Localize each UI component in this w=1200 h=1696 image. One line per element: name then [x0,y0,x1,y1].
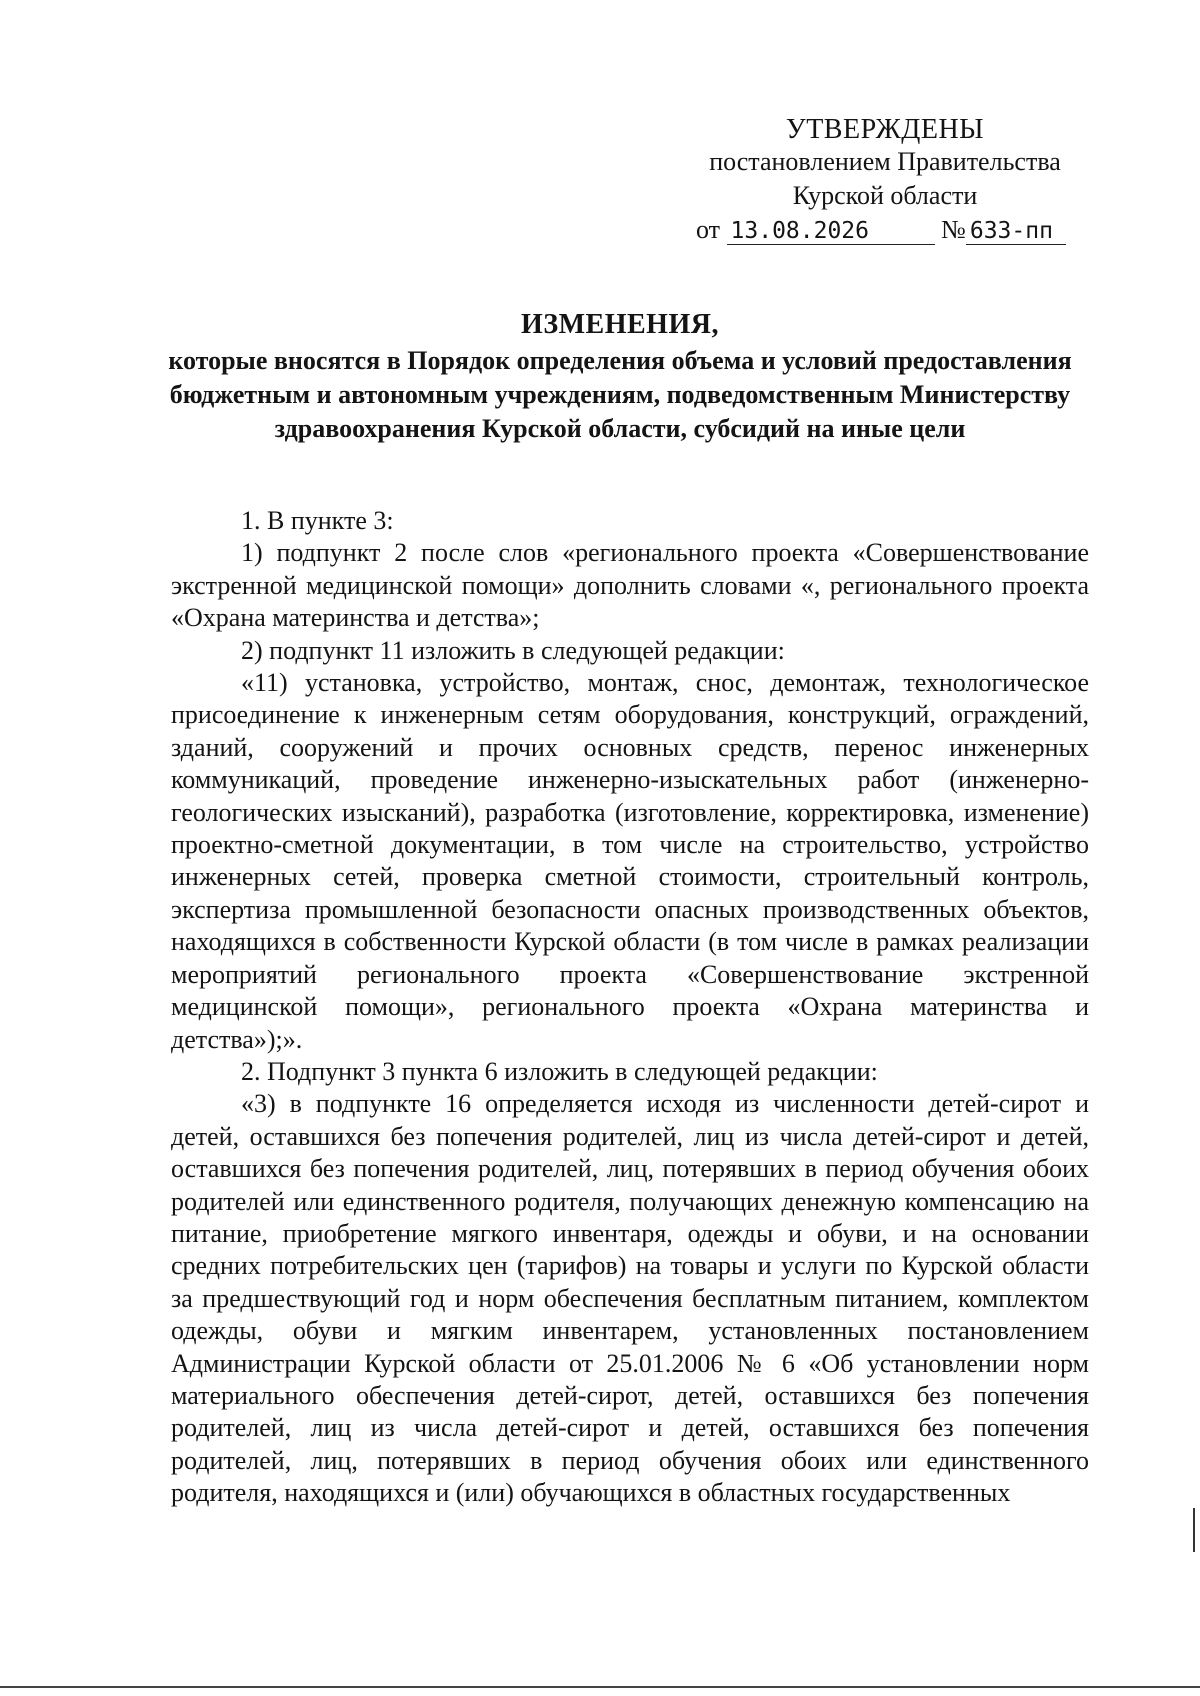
paragraph: «3) в подпункте 16 определяется исходя из численности детей-сирот и детей, оставшихся без попечения родителей, лиц из числа детей-сирот и детей, оставшихся без попечения родителей, лиц, потерявших в период обучения обоих родителей или единственного родителя, получающих денежную компенсацию на питание, приобретение мягкого инвентаря, одежды и обуви, и на основании средних потребительских цен (тарифов) на товары и услуги по Курской области за предшествующий год и норм обеспечения бесплатным питанием, комплектом одежды, обуви и мягким инвентарем, установленных постановлением Администрации Курской области от 25.01.2006 № 6 «Об установлении норм материального обеспечения детей-сирот, детей, оставшихся без попечения родителей, лиц из числа детей-сирот и детей, оставшихся без попечения родителей, лиц, потерявших в период обучения обоих или единственного родителя, находящихся и (или) обучающихся в областных государственных [171,1089,1089,1508]
document-title: ИЗМЕНЕНИЯ, [521,309,719,340]
document-subtitle: которые вносятся в Порядок определения объема и условий предоставления бюджетным и автономным учреждениям, подведомственным Министерству здравоохранения Курской области, субсидий на иные цели [168,346,1072,443]
number-prefix: № [941,215,966,244]
scan-bottom-edge [0,1686,1200,1688]
approval-date-line [690,213,1080,247]
scan-edge-mark [1193,1508,1195,1552]
approval-stamp [690,113,1080,247]
date-prefix: от [696,215,721,244]
approval-date: 13.08.2026 [727,218,935,245]
approval-number: 633-пп [966,218,1066,245]
paragraph: 2) подпункт 11 изложить в следующей редакции: [241,635,785,665]
document-heading [150,308,1090,446]
paragraph: 1. В пункте 3: [241,506,394,535]
document-body [171,505,1089,1510]
paragraph: «11) установка, устройство, монтаж, снос, демонтаж, технологическое присоединение к инженерным сетям оборудования, конструкций, ограждений, зданий, сооружений и прочих основных средств, перенос инженерных коммуникаций, проведение инженерно-изыскательных работ (инженерно-геологических изысканий), разработка (изготовление, корректировка, изменение) проектно-сметной документации, в том числе на строительство, устройство инженерных сетей, проверка сметной стоимости, строительный контроль, экспертиза промышленной безопасности опасных производственных объектов, находящихся в собственности Курской области (в том числе в рамках реализации мероприятий регионального проекта «Совершенствование экстренной медицинской помощи», регионального проекта «Охрана материнства и детства»);». [171,668,1089,1054]
paragraph: 1) подпункт 2 после слов «регионального проекта «Совершенствование экстренной медицинской помощи» дополнить словами «, регионального проекта «Охрана материнства и детства»; [171,538,1089,633]
approval-line-2: Курской области [792,181,978,210]
approval-title: УТВЕРЖДЕНЫ [785,114,985,145]
paragraph: 2. Подпункт 3 пункта 6 изложить в следующей редакции: [241,1056,878,1086]
approval-line-1: постановлением Правительства [709,147,1061,176]
